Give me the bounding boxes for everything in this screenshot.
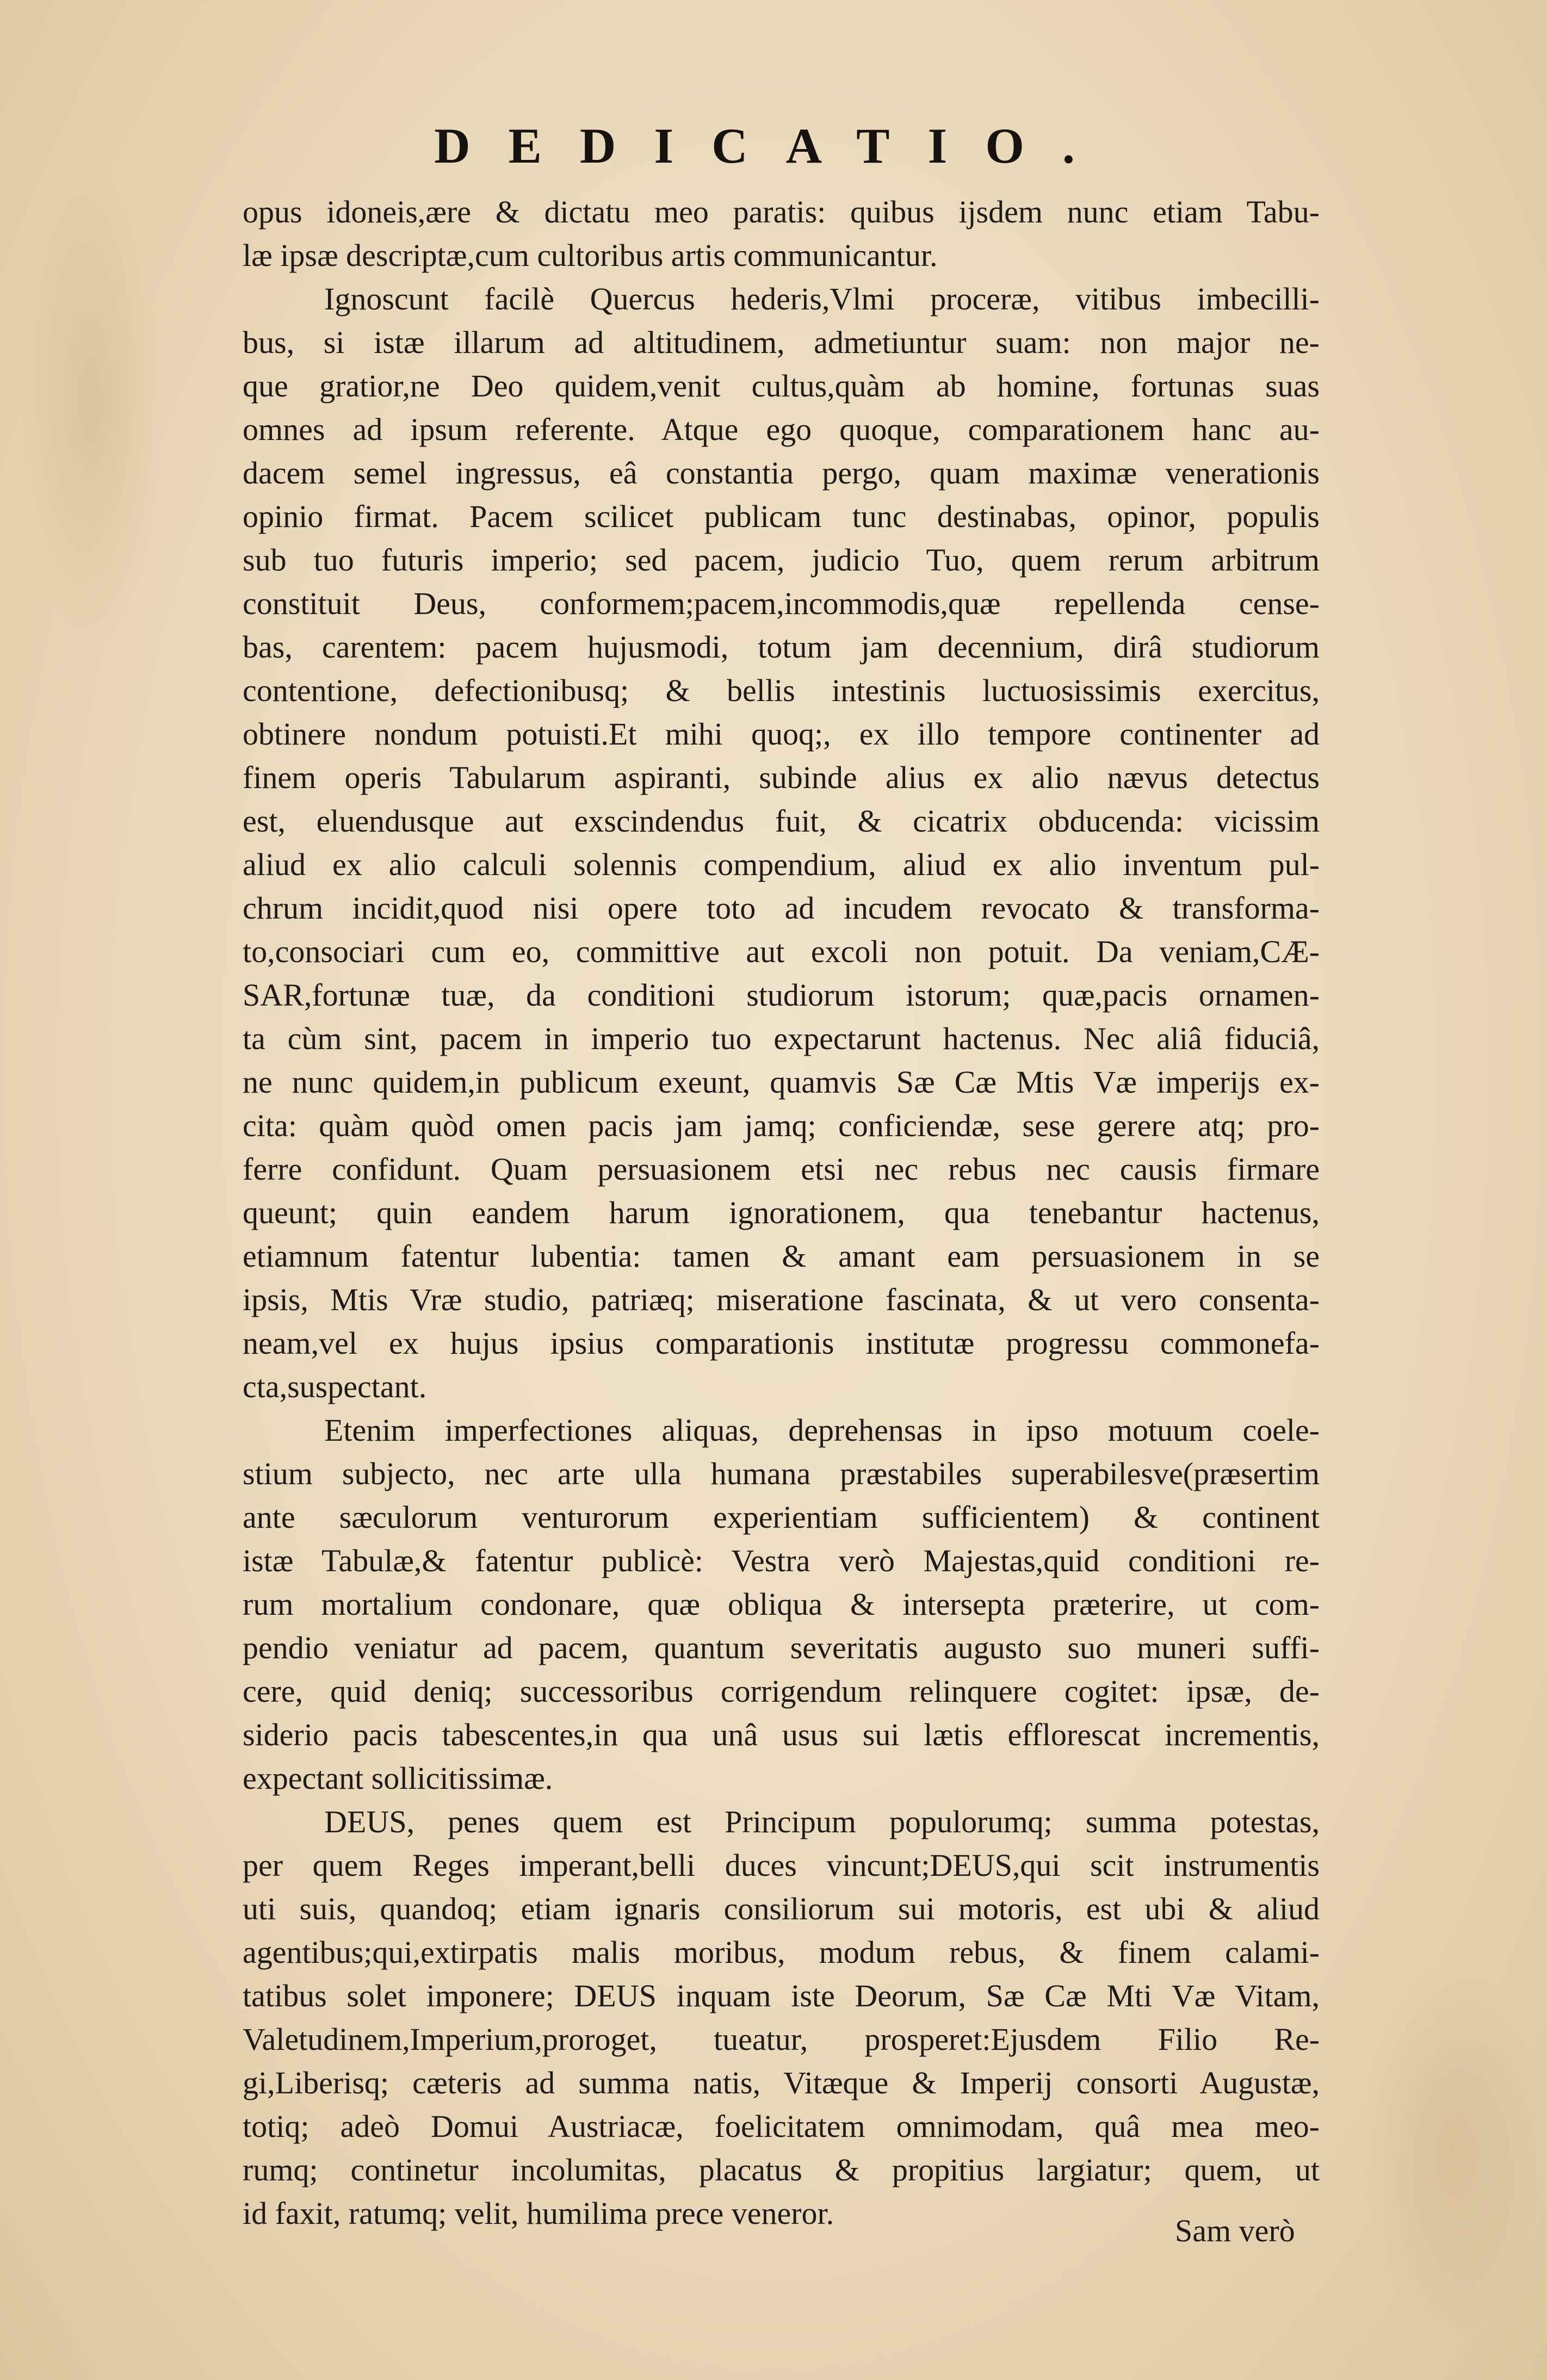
- text-line: rum mortalium condonare, quæ obliqua & intersepta præterire, ut com-: [243, 1586, 1320, 1622]
- text-line: istæ Tabulæ,& fatentur publicè: Vestra verò Majestas,quid conditioni re-: [243, 1543, 1320, 1578]
- catchword: Sam verò: [1175, 2213, 1295, 2248]
- text-line: que gratior,ne Deo quidem,venit cultus,quàm ab homine, fortunas suas: [243, 368, 1320, 404]
- page-heading: DEDICATIO.: [434, 118, 1113, 173]
- text-line: SAR,fortunæ tuæ, da conditioni studiorum istorum; quæ,pacis ornamen-: [243, 977, 1320, 1013]
- body-text: [243, 190, 1320, 2235]
- text-line: ta cùm sint, pacem in imperio tuo expectarunt hactenus. Nec aliâ fiduciâ,: [243, 1021, 1320, 1056]
- text-line: expectant sollicitissimæ.: [243, 1761, 553, 1796]
- paper-stain: [22, 163, 163, 653]
- text-line: opinio firmat. Pacem scilicet publicam tunc destinabas, opinor, populis: [243, 499, 1320, 534]
- text-line: queunt; quin eandem harum ignorationem, qua tenebantur hactenus,: [243, 1195, 1320, 1230]
- text-line: omnes ad ipsum referente. Atque ego quoque, comparationem hanc au-: [243, 412, 1320, 447]
- text-line: ipsis, Mtis Vræ studio, patriæq; miseratione fascinata, & ut vero consenta-: [243, 1282, 1320, 1317]
- text-line: finem operis Tabularum aspiranti, subinde alius ex alio nævus detectus: [243, 760, 1320, 795]
- text-line: etiamnum fatentur lubentia: tamen & amant eam persuasionem in se: [243, 1238, 1320, 1274]
- text-line: aliud ex alio calculi solennis compendium, aliud ex alio inventum pul-: [243, 847, 1320, 882]
- text-line: uti suis, quandoq; etiam ignaris consiliorum sui motoris, est ubi & aliud: [243, 1891, 1320, 1926]
- text-line: id faxit, ratumq; velit, humilima prece veneror.: [243, 2196, 834, 2231]
- text-line: tatibus solet imponere; DEUS inquam iste Deorum, Sæ Cæ Mti Væ Vitam,: [243, 1978, 1320, 2013]
- text-line: stium subjecto, nec arte ulla humana præstabiles superabilesve(præsertim: [243, 1456, 1320, 1491]
- text-line: Etenim imperfectiones aliquas, deprehensas in ipso motuum coele-: [324, 1412, 1320, 1448]
- text-line: contentione, defectionibusq; & bellis intestinis luctuosissimis exercitus,: [243, 673, 1320, 708]
- text-line: opus idoneis,ære & dictatu meo paratis: quibus ijsdem nunc etiam Tabu-: [243, 194, 1320, 230]
- text-line: siderio pacis tabescentes,in qua unâ usus sui lætis efflorescat incrementis,: [243, 1717, 1320, 1752]
- text-line: ne nunc quidem,in publicum exeunt, quamvis Sæ Cæ Mtis Væ imperijs ex-: [243, 1064, 1320, 1100]
- text-line: neam,vel ex hujus ipsius comparationis institutæ progressu commonefa-: [243, 1325, 1320, 1361]
- text-line: ante sæculorum venturorum experientiam sufficientem) & continent: [243, 1499, 1320, 1535]
- paper-stain: [1360, 1958, 1545, 2339]
- text-line: totiq; adeò Domui Austriacæ, foelicitatem omnimodam, quâ mea meo-: [243, 2109, 1320, 2144]
- text-line: to,consociari cum eo, committive aut excoli non potuit. Da veniam,CÆ-: [243, 934, 1320, 969]
- text-line: cere, quid deniq; successoribus corrigendum relinquere cogitet: ipsæ, de-: [243, 1674, 1320, 1709]
- text-line: gi,Liberisq; cæteris ad summa natis, Vitæque & Imperij consorti Augustæ,: [243, 2065, 1320, 2100]
- text-line: sub tuo futuris imperio; sed pacem, judicio Tuo, quem rerum arbitrum: [243, 542, 1320, 578]
- text-line: pendio veniatur ad pacem, quantum severitatis augusto suo muneri suffi-: [243, 1630, 1320, 1665]
- text-line: DEUS, penes quem est Principum populorumq; summa potestas,: [324, 1804, 1320, 1839]
- text-line: bas, carentem: pacem hujusmodi, totum jam decennium, dirâ studiorum: [243, 629, 1320, 665]
- text-line: rumq; continetur incolumitas, placatus & propitius largiatur; quem, ut: [243, 2152, 1320, 2187]
- text-line: constituit Deus, conformem;pacem,incommodis,quæ repellenda cense-: [243, 586, 1320, 621]
- text-line: Ignoscunt facilè Quercus hederis,Vlmi proceræ, vitibus imbecilli-: [324, 281, 1320, 317]
- text-line: agentibus;qui,extirpatis malis moribus, modum rebus, & finem calami-: [243, 1935, 1320, 1970]
- text-line: dacem semel ingressus, eâ constantia pergo, quam maximæ venerationis: [243, 455, 1320, 491]
- text-line: læ ipsæ descriptæ,cum cultoribus artis communicantur.: [243, 238, 938, 273]
- text-line: ferre confidunt. Quam persuasionem etsi nec rebus nec causis firmare: [243, 1151, 1320, 1187]
- text-line: cita: quàm quòd omen pacis jam jamq; conficiendæ, sese gerere atq; pro-: [243, 1108, 1320, 1143]
- text-line: Valetudinem,Imperium,proroget, tueatur, prosperet:Ejusdem Filio Re-: [243, 2022, 1320, 2057]
- text-line: chrum incidit,quod nisi opere toto ad incudem revocato & transforma-: [243, 890, 1320, 926]
- text-line: per quem Reges imperant,belli duces vincunt;DEUS,qui scit instrumentis: [243, 1848, 1320, 1883]
- text-line: cta,suspectant.: [243, 1369, 427, 1404]
- text-line: bus, si istæ illarum ad altitudinem, admetiuntur suam: non major ne-: [243, 325, 1320, 360]
- text-line: obtinere nondum potuisti.Et mihi quoq;, ex illo tempore continenter ad: [243, 716, 1320, 752]
- text-line: est, eluendusque aut exscindendus fuit, & cicatrix obducenda: vicissim: [243, 803, 1320, 839]
